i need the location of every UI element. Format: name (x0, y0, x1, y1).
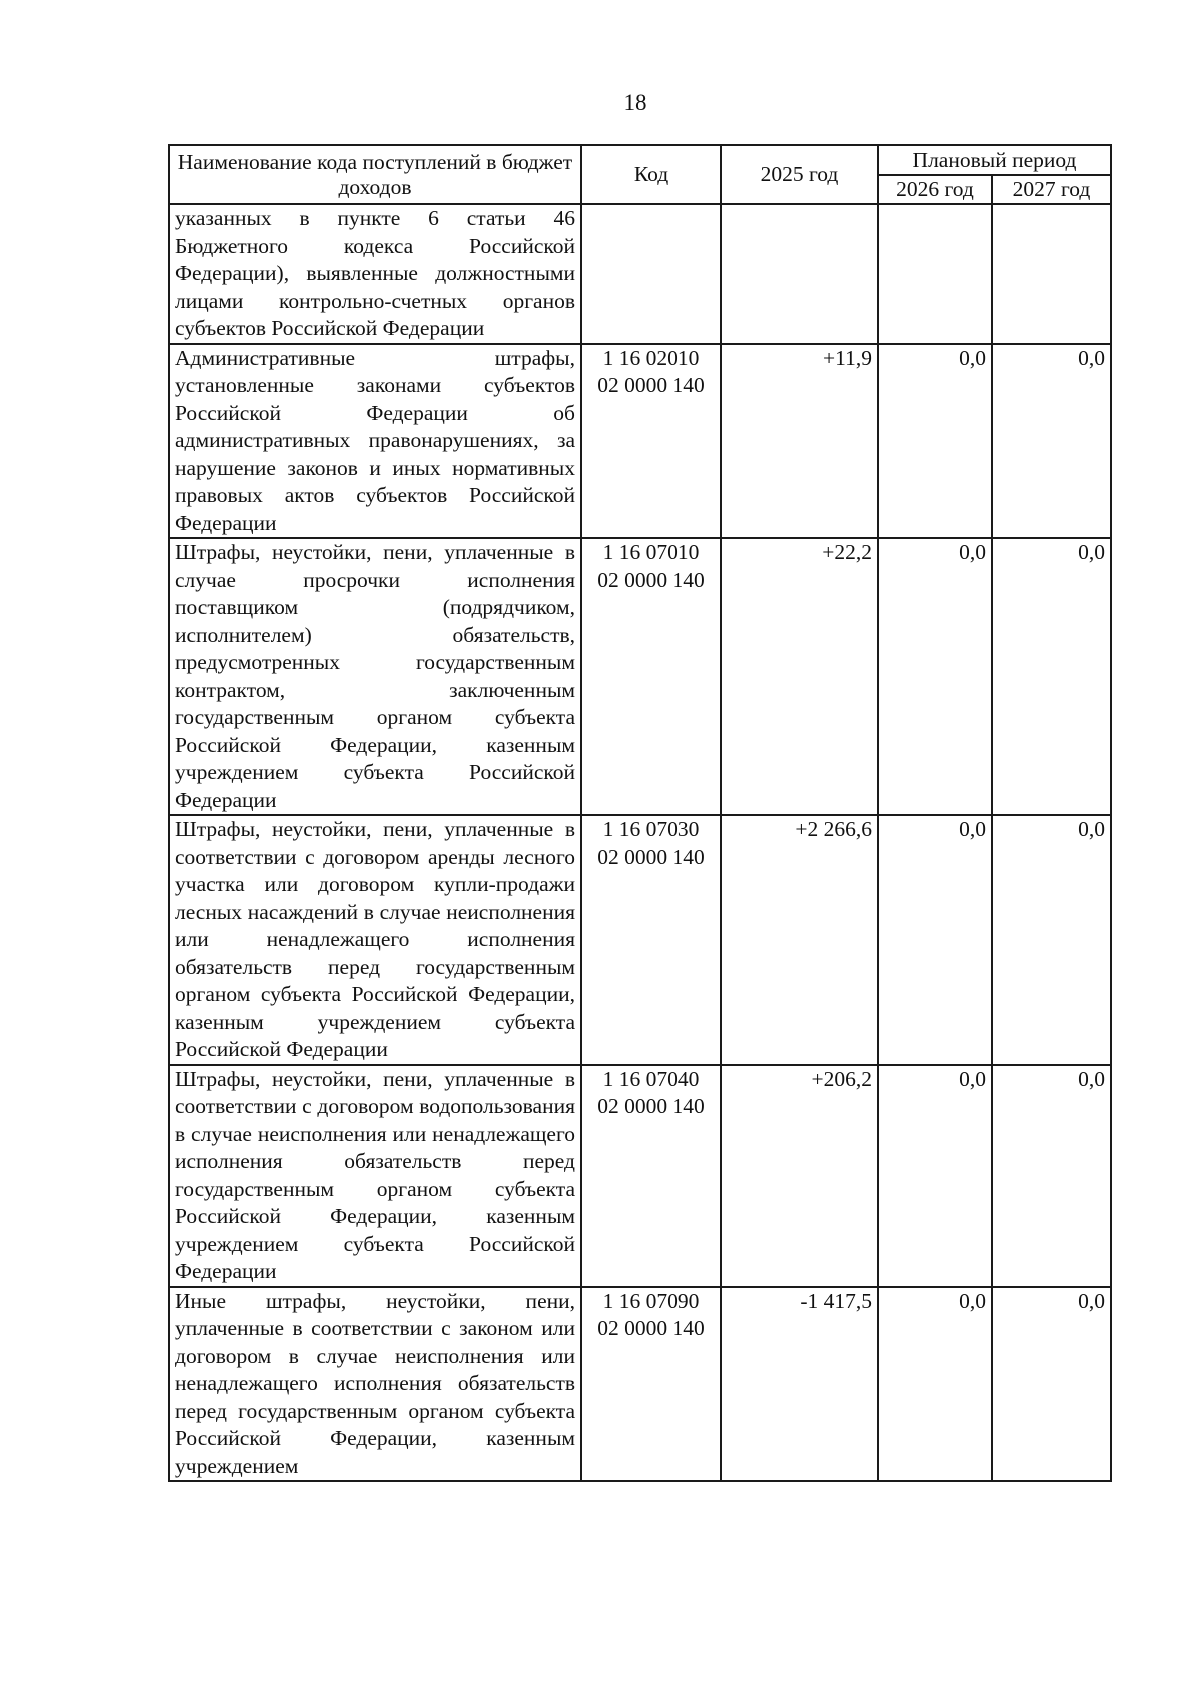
value-2025: +22,2 (721, 538, 878, 815)
table-row (169, 344, 1111, 539)
revenue-code-line1: 1 16 07040 (602, 1066, 700, 1091)
value-2026: 0,0 (878, 538, 992, 815)
revenue-name: Штрафы, неустойки, пени, уплаченные в соответствии с договором аренды лесного участка или договором купли-продажи лесных насаждений в случае неисполнения или ненадлежащего исполнения обязательств перед государственным органом субъекта Российской Федерации, казенным учреждением субъекта Российской Федерации (169, 815, 581, 1065)
revenue-name: Штрафы, неустойки, пени, уплаченные в соответствии с договором водопользования в случае неисполнения или ненадлежащего исполнения обязательств перед государственным органом субъекта Российской Федерации, казенным учреждением субъекта Российской Федерации (169, 1065, 581, 1287)
value-2027: 0,0 (992, 344, 1111, 539)
table-row (169, 1065, 1111, 1287)
value-2026: 0,0 (878, 344, 992, 539)
revenue-code-line1: 1 16 07030 (602, 817, 700, 841)
revenue-code (581, 204, 721, 344)
revenue-name: Административные штрафы, установленные законами субъектов Российской Федерации об административных правонарушениях, за нарушение законов и иных нормативных правовых актов субъектов Российской Федерации (169, 344, 581, 539)
header-year-2026: 2026 год (878, 175, 992, 204)
value-2026: 0,0 (878, 1287, 992, 1482)
header-name: Наименование кода поступлений в бюджет доходов (169, 145, 581, 204)
revenue-name: Штрафы, неустойки, пени, уплаченные в случае просрочки исполнения поставщиком (подрядчиком, исполнителем) обязательств, предусмотренных государственным контрактом, заключенным государственным органом субъекта Российской Федерации, казенным учреждением субъекта Российской Федерации (169, 538, 581, 815)
revenue-code-line2: 02 0000 140 (597, 373, 705, 397)
revenue-code (581, 1287, 721, 1482)
value-2025: +11,9 (721, 344, 878, 539)
header-planned-period: Плановый период (878, 145, 1111, 175)
revenue-code-line2: 02 0000 140 (597, 1094, 705, 1118)
revenue-name: указанных в пункте 6 статьи 46 Бюджетного кодекса Российской Федерации), выявленные должностными лицами контрольно-счетных органов субъектов Российской Федерации (169, 204, 581, 344)
revenue-table (168, 144, 1112, 1482)
value-2027: 0,0 (992, 815, 1111, 1065)
value-2025: -1 417,5 (721, 1287, 878, 1482)
revenue-code (581, 538, 721, 815)
table-row (169, 1287, 1111, 1482)
header-code: Код (581, 145, 721, 204)
revenue-code-line1: 1 16 07010 (602, 540, 700, 564)
revenue-code-line2: 02 0000 140 (597, 567, 705, 592)
page-number: 18 (623, 90, 647, 115)
table-row (169, 538, 1111, 815)
revenue-code (581, 815, 721, 1065)
value-2026 (878, 204, 992, 344)
revenue-code (581, 1065, 721, 1287)
revenue-code (581, 344, 721, 539)
revenue-code-line2: 02 0000 140 (597, 1316, 705, 1340)
table-row (169, 204, 1111, 344)
revenue-code-line2: 02 0000 140 (597, 844, 705, 869)
value-2027: 0,0 (992, 538, 1111, 815)
value-2027: 0,0 (992, 1065, 1111, 1287)
value-2025: +206,2 (721, 1065, 878, 1287)
value-2025: +2 266,6 (721, 815, 878, 1065)
value-2026: 0,0 (878, 1065, 992, 1287)
revenue-code-line1: 1 16 07090 (602, 1288, 700, 1313)
header-year-2027: 2027 год (992, 175, 1111, 204)
value-2026: 0,0 (878, 815, 992, 1065)
value-2027: 0,0 (992, 1287, 1111, 1482)
revenue-code-line1: 1 16 02010 (602, 345, 700, 370)
header-year-2025: 2025 год (721, 145, 878, 204)
value-2027 (992, 204, 1111, 344)
value-2025 (721, 204, 878, 344)
revenue-name: Иные штрафы, неустойки, пени, уплаченные в соответствии с законом или договором в случае неисполнения или ненадлежащего исполнения обязательств перед государственным органом субъекта Российской Федерации, казенным учреждением (169, 1287, 581, 1482)
table-row (169, 815, 1111, 1065)
